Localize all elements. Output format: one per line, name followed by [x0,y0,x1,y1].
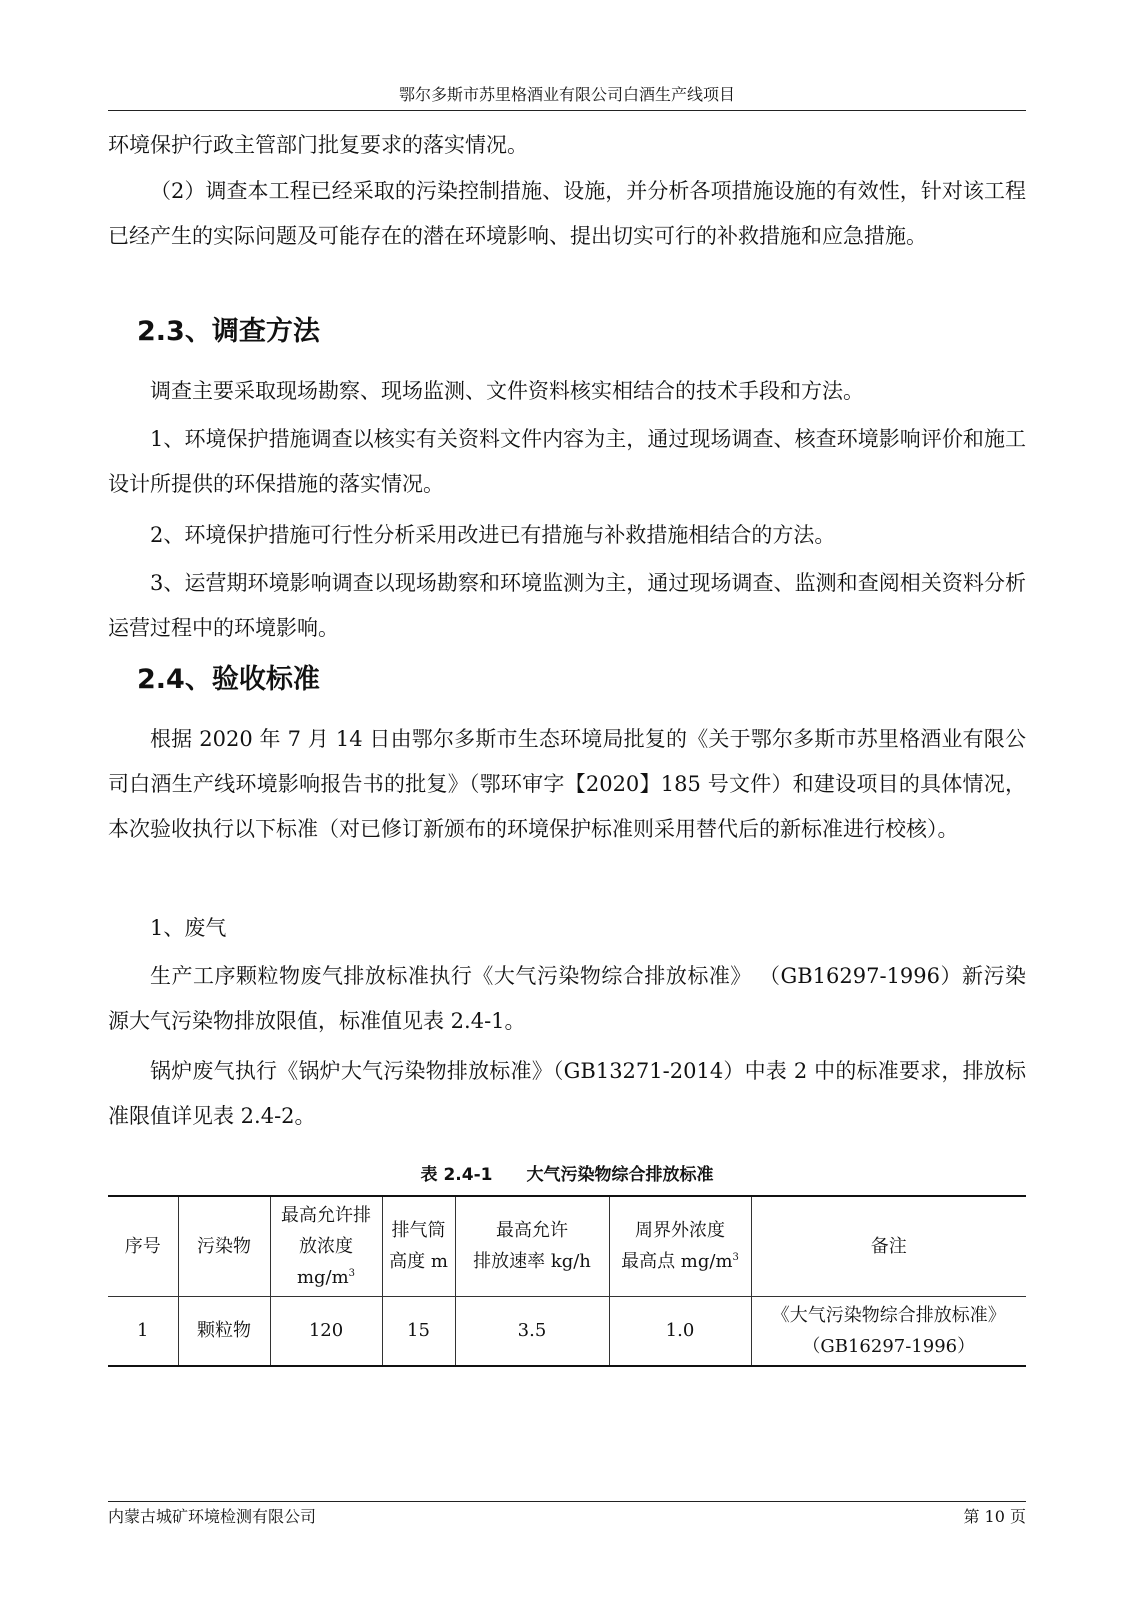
cubic-superscript: 3 [732,1252,739,1264]
header-pollutant: 污染物 [178,1196,270,1296]
header-emission-rate [455,1196,609,1296]
paragraph-approval-requirements: 环境保护行政主管部门批复要求的落实情况。 [108,133,528,157]
header-note: 备注 [751,1196,1026,1296]
header-emission-rate-line1: 最高允许 [496,1220,568,1242]
cell-pollutant: 颗粒物 [178,1296,270,1366]
paragraph-survey-means: 调查主要采取现场勘察、现场监测、文件资料核实相结合的技术手段和方法。 [150,379,864,403]
header-seq: 序号 [108,1196,178,1296]
paragraph-acceptance-basis: 根据 2020 年 7 月 14 日由鄂尔多斯市生态环境局批复的《关于鄂尔多斯市苏里格酒业有限公司白酒生产线环境影响报告书的批复》（鄂环审字【2020】185 号文件）和建设项目的具体情况，本次验收执行以下标准（对已修订新颁布的环境保护标准则采用替代后的新标准进行校核）。 [108,727,1026,841]
footer-divider [108,1501,1026,1502]
header-divider [108,110,1026,111]
section-heading-2-4: 2.4、验收标准 [137,664,320,695]
table-row [108,1296,1026,1366]
header-emission-rate-line2: 排放速率 kg/h [473,1251,591,1273]
cell-emission-rate: 3.5 [455,1296,609,1366]
cell-stack-height: 15 [382,1296,455,1366]
table-caption-number: 表 2.4-1 [420,1165,493,1185]
cell-note-line1: 《大气污染物综合排放标准》 [771,1304,1006,1326]
table-caption [108,1163,1026,1187]
paragraph-method-3: 3、运营期环境影响调查以现场勘察和环境监测为主，通过现场调查、监测和查阅相关资料分析运营过程中的环境影响。 [108,571,1026,640]
header-max-concentration-line1: 最高允许排 [281,1204,371,1226]
cubic-superscript: 3 [348,1267,356,1279]
header-stack-height [382,1196,455,1296]
emission-standard-table [108,1195,1026,1367]
cell-note-line2: （GB16297-1996） [802,1335,976,1357]
paragraph-waste-gas-heading: 1、废气 [150,916,227,940]
page-number: 第 10 页 [963,1507,1026,1526]
section-heading-2-3: 2.3、调查方法 [137,316,320,347]
header-boundary-concentration-line1: 周界外浓度 [635,1220,725,1242]
paragraph-pollution-control: （2）调查本工程已经采取的污染控制措施、设施，并分析各项措施设施的有效性，针对该工程已经产生的实际问题及可能存在的潜在环境影响、提出切实可行的补救措施和应急措施。 [108,179,1026,248]
header-stack-height-line1: 排气筒 [391,1220,446,1242]
page-header: 鄂尔多斯市苏里格酒业有限公司白酒生产线项目 [398,85,735,104]
cell-max-concentration: 120 [270,1296,382,1366]
paragraph-method-1: 1、环境保护措施调查以核实有关资料文件内容为主，通过现场调查、核查环境影响评价和施工设计所提供的环保措施的落实情况。 [108,427,1026,496]
table-header-row [108,1196,1026,1296]
cell-seq: 1 [108,1296,178,1366]
paragraph-method-2: 2、环境保护措施可行性分析采用改进已有措施与补救措施相结合的方法。 [150,523,836,547]
cell-note [751,1296,1026,1366]
cell-boundary-concentration: 1.0 [609,1296,751,1366]
footer-company: 内蒙古城矿环境检测有限公司 [108,1507,317,1526]
header-stack-height-line2: 高度 m [389,1251,448,1273]
table-caption-title: 大气污染物综合排放标准 [526,1165,714,1185]
header-boundary-concentration [609,1196,751,1296]
paragraph-particulate-standard: 生产工序颗粒物废气排放标准执行《大气污染物综合排放标准》 （GB16297-1996）新污染源大气污染物排放限值，标准值见表 2.4-1。 [108,964,1026,1033]
header-max-concentration [270,1196,382,1296]
header-boundary-concentration-line2: 最高点 mg/m [621,1251,733,1273]
header-max-concentration-line2: 放浓度 mg/m [296,1235,353,1288]
paragraph-boiler-standard: 锅炉废气执行《锅炉大气污染物排放标准》（GB13271-2014）中表 2 中的标准要求，排放标准限值详见表 2.4-2。 [108,1059,1026,1128]
